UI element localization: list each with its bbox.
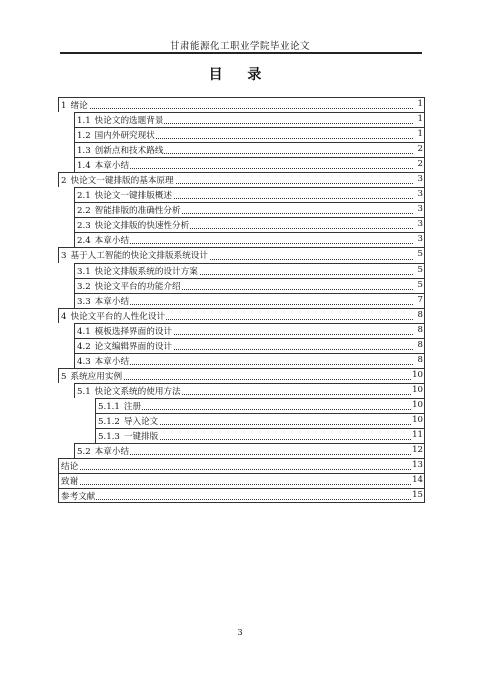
toc-entry-text: 一键排版 (123, 432, 159, 443)
toc-entry-label (98, 430, 159, 442)
toc-entry-number: 2.1 (77, 191, 91, 202)
page-header: 甘肃能源化工职业学院毕业论文 (169, 41, 310, 52)
toc-entry-text: 创新点和技术路线 (94, 146, 164, 157)
toc-entry-page: 1 (417, 114, 423, 125)
toc-entry-page: 3 (417, 189, 423, 200)
toc-entry-text: 本章小结 (94, 236, 130, 247)
toc-entry-number: 2 (61, 176, 67, 187)
toc-leader-dots (61, 469, 413, 470)
toc-entry[interactable] (58, 217, 425, 232)
toc-leader-dots (61, 499, 413, 500)
toc-entry[interactable] (58, 488, 425, 503)
toc-entry-label (61, 475, 79, 487)
toc-entry-number: 4.1 (77, 326, 91, 337)
toc-entry-label (77, 159, 130, 171)
toc-entry-label (77, 114, 164, 126)
toc-entry-border (58, 488, 425, 503)
toc-entry-label (61, 460, 79, 472)
toc-entry-page: 15 (412, 490, 423, 501)
toc-entry-number: 4 (61, 311, 67, 322)
toc-entry[interactable] (58, 187, 425, 202)
toc-entry-number: 1.4 (77, 161, 91, 172)
toc-entry-border (58, 458, 425, 473)
toc-entry-page: 3 (417, 219, 423, 230)
toc-leader-dots (61, 484, 413, 485)
toc-entry-label (98, 415, 159, 427)
toc-entry-text: 国内外研究现状 (94, 131, 155, 142)
toc-entry-label (61, 249, 209, 261)
toc-entry-text: 结论 (61, 462, 79, 473)
toc-entry-text: 快论文平台的人性化设计 (70, 311, 166, 322)
toc-leader-dots (61, 108, 413, 109)
toc-entry-text: 智能排版的准确性分析 (94, 206, 181, 217)
toc-entry-label (77, 189, 173, 201)
toc-entry[interactable] (58, 398, 425, 413)
toc-entry-number: 1 (61, 101, 67, 111)
toc-entry-label (98, 400, 142, 412)
toc-entry-text: 系统应用实例 (70, 371, 123, 382)
toc-entry-page: 5 (417, 264, 423, 275)
toc-entry[interactable] (58, 443, 425, 458)
toc-entry[interactable] (58, 157, 425, 172)
toc-entry-text: 论文编辑界面的设计 (94, 341, 173, 352)
toc-entry-label (77, 385, 182, 397)
toc-entry-label (77, 204, 182, 216)
toc-entry-page: 12 (412, 445, 423, 456)
toc-entry-number: 5 (61, 371, 67, 382)
toc-entry-text: 基于人工智能的快论文排版系统设计 (70, 251, 208, 262)
toc-entry-label (61, 99, 89, 111)
toc-entry-label (61, 490, 96, 502)
toc-entry-border (58, 473, 425, 488)
toc-entry[interactable] (58, 458, 425, 473)
toc-entry-number: 4.2 (77, 341, 91, 352)
toc-entry-page: 10 (412, 369, 423, 380)
toc-entry-page: 10 (412, 399, 423, 410)
toc-entry[interactable] (58, 232, 425, 247)
toc-entry[interactable] (58, 308, 425, 323)
toc-entry[interactable] (58, 278, 425, 293)
toc-entry-page: 13 (412, 460, 423, 471)
toc-entry-page: 1 (417, 129, 423, 140)
toc-entry[interactable] (58, 428, 425, 443)
toc-entry-text: 模板选择界面的设计 (94, 326, 173, 337)
toc-entry[interactable] (58, 112, 425, 127)
toc-entry[interactable] (58, 338, 425, 353)
toc-entry-number: 3.3 (77, 296, 91, 307)
toc-entry-number: 1.2 (77, 131, 91, 142)
toc-entry-label (77, 295, 130, 307)
toc-entry-text: 快论文平台的功能介绍 (94, 281, 181, 292)
toc-entry-label (77, 280, 182, 292)
toc-entry-border (95, 398, 425, 413)
toc-entry-page: 1 (417, 99, 423, 109)
toc-entry-label (77, 325, 173, 337)
toc-entry-label (77, 234, 130, 246)
toc-entry-page: 2 (417, 159, 423, 170)
toc-entry-text: 绪论 (70, 101, 88, 111)
toc-entry-page: 10 (412, 414, 423, 425)
toc-entry[interactable] (58, 202, 425, 217)
toc-entry-number: 3 (61, 251, 67, 262)
toc-entry-label (77, 129, 156, 141)
toc-entry[interactable] (58, 97, 425, 112)
toc-entry-page: 8 (417, 324, 423, 335)
header-divider (60, 52, 422, 54)
toc-entry-page: 2 (417, 144, 423, 155)
toc-entry[interactable] (58, 172, 425, 187)
toc-entry-page: 11 (412, 430, 423, 441)
toc-entry-label (61, 310, 166, 322)
toc-entry-page: 8 (417, 339, 423, 350)
toc-entry-text: 本章小结 (94, 161, 130, 172)
toc-entry-text: 注册 (123, 401, 142, 412)
toc-entry-page: 8 (417, 309, 423, 320)
toc-entry-page: 10 (412, 384, 423, 395)
toc-entry[interactable] (58, 142, 425, 157)
toc-entry-number: 5.1.1 (98, 401, 120, 412)
toc-entry[interactable] (58, 293, 425, 308)
toc-entry[interactable] (58, 323, 425, 338)
toc-entry-number: 1.3 (77, 146, 91, 157)
toc-entry-text: 快论文的选题背景 (94, 116, 164, 127)
toc-entry-number: 3.1 (77, 266, 91, 277)
toc-entry-page: 5 (417, 249, 423, 260)
toc-entry-text: 快论文一键排版的基本原理 (70, 176, 174, 187)
toc-entry-page: 5 (417, 279, 423, 290)
toc-entry[interactable] (58, 353, 425, 368)
toc-entry-page: 14 (412, 475, 423, 486)
toc-entry-page: 8 (417, 354, 423, 365)
toc-entry-text: 导入论文 (123, 416, 159, 427)
toc-entry[interactable] (58, 247, 425, 262)
toc-entry-label (77, 355, 130, 367)
toc-entry-text: 快论文排版系统的设计方案 (94, 266, 198, 277)
toc-entry[interactable] (58, 127, 425, 142)
toc-entry-text: 快论文系统的使用方法 (94, 386, 181, 397)
toc-entry-label (61, 174, 175, 186)
toc-entry-page: 7 (417, 294, 423, 305)
toc-entry[interactable] (58, 473, 425, 488)
toc-entry-number: 5.1.3 (98, 432, 120, 443)
toc-entry-number: 2.2 (77, 206, 91, 217)
toc-entry-page: 3 (417, 204, 423, 215)
toc-entry-number: 2.3 (77, 221, 91, 232)
toc-entry[interactable] (58, 368, 425, 383)
page-number: 3 (237, 628, 243, 637)
toc-entry-label (77, 340, 173, 352)
toc-entry-text: 快论文排版的快速性分析 (94, 221, 190, 232)
toc-entry-number: 5.2 (77, 447, 91, 458)
toc-entry-text: 快论文一键排版概述 (94, 191, 173, 202)
toc-entry-border (58, 97, 425, 112)
toc-title: 目 录 (208, 67, 272, 83)
toc-entry-label (77, 219, 190, 231)
toc-entry-text: 本章小结 (94, 447, 130, 458)
toc-entry-text: 参考文献 (61, 492, 96, 503)
toc-entry-page: 3 (417, 174, 423, 185)
toc-entry-label (77, 265, 199, 277)
toc-entry-page: 3 (417, 234, 423, 245)
toc-entry-text: 本章小结 (94, 356, 130, 367)
toc-entry[interactable] (58, 413, 425, 428)
toc-entry-number: 3.2 (77, 281, 91, 292)
toc-entry-text: 本章小结 (94, 296, 130, 307)
toc-entry-label (77, 144, 164, 156)
toc-entry-number: 2.4 (77, 236, 91, 247)
toc-entry-number: 5.1 (77, 386, 91, 397)
toc-entry[interactable] (58, 383, 425, 398)
toc-entry-number: 4.3 (77, 356, 91, 367)
toc-entry-label (61, 370, 123, 382)
toc-entry-label (77, 445, 130, 457)
toc-entry[interactable] (58, 263, 425, 278)
table-of-contents (58, 97, 425, 503)
toc-entry-number: 5.1.2 (98, 416, 120, 427)
toc-entry-text: 致谢 (61, 477, 79, 488)
toc-leader-dots (98, 409, 413, 410)
toc-entry-number: 1.1 (77, 116, 91, 127)
